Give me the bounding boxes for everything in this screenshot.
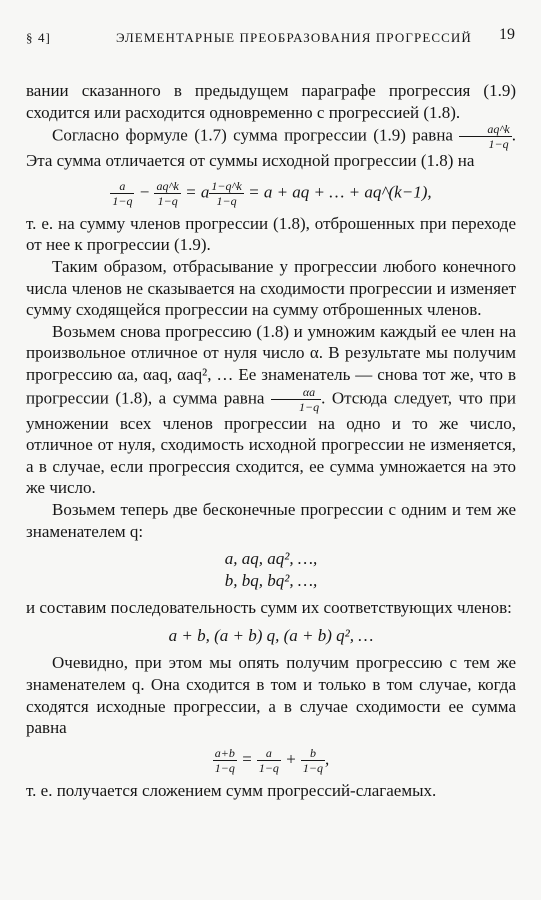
sequence-sum: a + b, (a + b) q, (a + b) q², … bbox=[168, 625, 374, 645]
fraction-num: αa bbox=[271, 386, 321, 400]
eq2-plus: + bbox=[285, 749, 297, 769]
p5-part-a: Возьмем снова прогрессию (1.8) и умножим каждый ее член на произвольное отличное от нуля число α. В результате мы получим прогрессию αa, αaq, αaq², … Ее знаменатель — снова тот же, что в прогрессии (1.8), а сумма равна bbox=[26, 321, 516, 407]
running-header bbox=[26, 26, 521, 48]
eq2-equals: = bbox=[241, 749, 253, 769]
paragraph-6: Возьмем теперь две бесконечные прогрессии с одним и тем же знаменателем q: bbox=[26, 499, 516, 541]
fraction-num: a bbox=[110, 180, 134, 194]
p2-end: . Эта сумма отличается от суммы исходной прогрессии (1.8) на bbox=[26, 125, 516, 171]
eq2-end: , bbox=[325, 749, 330, 769]
body-text bbox=[26, 80, 516, 801]
sequence-b: b, bq, bq², …, bbox=[224, 570, 318, 590]
fraction-aqk bbox=[459, 123, 511, 150]
page-number: 19 bbox=[499, 26, 515, 43]
section-mark: § 4] bbox=[26, 30, 51, 45]
fraction-den: 1−q bbox=[258, 760, 279, 775]
fraction-den: 1−q bbox=[112, 193, 133, 208]
paragraph-9: т. е. получается сложением сумм прогрессий-слагаемых. bbox=[26, 780, 437, 800]
paragraph-7: и составим последовательность сумм их соответствующих членов: bbox=[26, 598, 512, 618]
fraction-den: 1−q bbox=[488, 137, 509, 152]
paragraph-4: Таким образом, отбрасывание у прогрессии любого конечного числа членов не сказывается на сходимости прогрессии и изменяет сумму сходящейся прогрессии на сумму отброшенных членов. bbox=[26, 256, 516, 320]
eq2-frac-3 bbox=[301, 747, 325, 774]
fraction-num: b bbox=[301, 747, 325, 761]
eq1-equals-a: = a bbox=[185, 182, 210, 202]
eq1-frac-3 bbox=[209, 180, 244, 207]
eq2-frac-2 bbox=[257, 747, 281, 774]
fraction-num: a bbox=[257, 747, 281, 761]
fraction-num: a+b bbox=[214, 745, 235, 760]
fraction-den: 1−q bbox=[216, 193, 237, 208]
sequence-a: a, aq, aq², …, bbox=[224, 549, 318, 569]
eq1-frac-1 bbox=[110, 180, 134, 207]
eq2-frac-1 bbox=[213, 747, 237, 774]
equation-2 bbox=[26, 747, 516, 774]
eq1-frac-2 bbox=[154, 180, 180, 207]
fraction-alpha bbox=[271, 386, 321, 413]
fraction-num: aq^k bbox=[156, 178, 179, 193]
fraction-num: aq^k bbox=[459, 123, 511, 137]
fraction-den: 1−q bbox=[157, 193, 178, 208]
eq1-rhs: = a + aq + … + aq^(k−1), bbox=[248, 182, 432, 202]
paragraph-1: вании сказанного в предыдущем параграфе прогрессия (1.9) сходится или расходится одновременно с прогрессией (1.8). bbox=[26, 81, 516, 122]
fraction-den: 1−q bbox=[302, 760, 324, 775]
fraction-den: 1−q bbox=[214, 760, 235, 775]
fraction-num: 1−q^k bbox=[211, 178, 242, 193]
p2-start: Согласно формуле (1.7) сумма прогрессии (1.9) равна bbox=[52, 125, 453, 145]
paragraph-5 bbox=[26, 321, 516, 499]
paragraph-3: т. е. на сумму членов прогрессии (1.8), отброшенных при переходе от нее к прогрессии (1.9). bbox=[26, 213, 516, 255]
fraction-den: 1−q bbox=[298, 399, 320, 414]
equation-1 bbox=[26, 180, 516, 207]
paragraph-2 bbox=[26, 123, 516, 172]
running-title: ЭЛЕМЕНТАРНЫЕ ПРЕОБРАЗОВАНИЯ ПРОГРЕССИЙ bbox=[116, 30, 472, 45]
p5-part-b: . Отсюда следует, что при умножении всех членов прогрессии на одно и то же число, отличное от нуля, сходимость исходной прогрессии не изменяется, а в случае, если прогрессия сходится, ее сумма умножается на это же число. bbox=[26, 387, 517, 498]
paragraph-8: Очевидно, при этом мы опять получим прогрессию с тем же знаменателем q. Она сходится в том и только в том случае, когда сходятся исходные прогрессии, а в случае сходимости ее сумма равна bbox=[26, 653, 516, 738]
eq1-minus: − bbox=[138, 182, 151, 202]
